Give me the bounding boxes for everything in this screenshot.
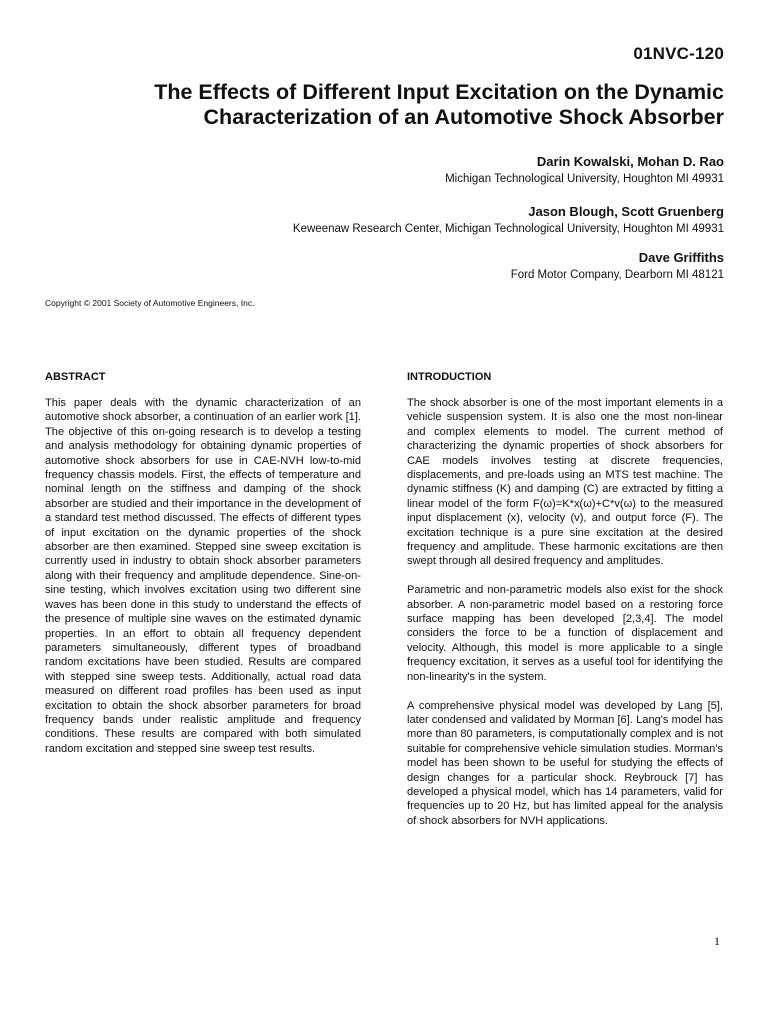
introduction-paragraph: A comprehensive physical model was developed by Lang [5], later condensed and validated by Morman [6]. Lang's model has more than 80 parameters, is computationally complex and is not suitable for comprehensive vehicle simulation studies. Morman's model has been shown to be useful for studying the effects of design changes for a particular shock. Reybrouck [7] has developed a physical model, which has 14 parameters, valid for frequencies up to 20 Hz, but has limited appeal for the analysis of shock absorbers for NVH applications.	[407, 699, 723, 827]
abstract-section	[45, 371, 361, 771]
affiliation-3	[511, 249, 724, 283]
affiliation-1	[445, 153, 724, 187]
copyright-notice: Copyright © 2001 Society of Automotive Engineers, Inc.	[45, 298, 255, 308]
page-number: 1	[714, 934, 720, 948]
organization: Ford Motor Company, Dearborn MI 48121	[510, 269, 724, 281]
abstract-paragraph: This paper deals with the dynamic characterization of an automotive shock absorber, a continuation of an earlier work [1]. The objective of this on-going research is to develop a testing and analysis methodology for obtaining dynamic properties of automotive shock absorbers for use in CAE-NVH low-to-mid frequency chassis models. First, the effects of temperature and nominal length on the stiffness and damping of the shock absorber are studied and their importance in the development of a standard test method discussed. The effects of different types of input excitation on the dynamic properties of the shock absorber are then examined. Stepped sine sweep excitation is currently used in industry to obtain shock absorber parameters along with their frequency and amplitude dependence. Sine-on-sine testing, which involves excitation using two different sine waves has been done in this study to understand the effects of the presence of multiple sine waves on the estimated dynamic properties. In an effort to obtain all frequency dependent parameters simultaneously, different types of broadband random excitations have been studied. Results are compared with stepped sine sweep tests. Additionally, actual road data measured on different road profiles has been used as input excitation to obtain the shock absorber parameters for broad frequency bands under realistic amplitude and frequency conditions. These results are compared with both simulated random excitation and stepped sine sweep test results.	[45, 397, 361, 755]
author-names: Jason Blough, Scott Gruenberg	[528, 204, 724, 219]
introduction-heading: INTRODUCTION	[407, 371, 492, 383]
paper-title	[64, 80, 724, 130]
abstract-heading: ABSTRACT	[45, 371, 106, 383]
author-names: Darin Kowalski, Mohan D. Rao	[536, 154, 724, 169]
introduction-section	[407, 371, 723, 843]
introduction-paragraph: Parametric and non-parametric models also exist for the shock absorber. A non-parametric model based on a restoring force surface mapping has been developed [2,3,4]. The model considers the force to be a function of displacement and velocity. Although, this model is more applicable to a single frequency excitation, it serves as a useful tool for identifying the non-linearity's in the system.	[407, 584, 723, 683]
title-line: Characterization of an Automotive Shock Absorber	[203, 105, 724, 129]
organization: Keweenaw Research Center, Michigan Technological University, Houghton MI 49931	[292, 223, 724, 235]
author-names: Dave Griffiths	[638, 250, 724, 265]
organization: Michigan Technological University, Houghton MI 49931	[445, 173, 724, 185]
title-line: The Effects of Different Input Excitation on the Dynamic	[154, 80, 724, 104]
introduction-paragraph: The shock absorber is one of the most important elements in a vehicle suspension system. It is also one the most non-linear and complex elements to model. The current method of characterizing the dynamic properties of shock absorbers for CAE models involves testing at discrete frequencies, displacements, and pre-loads using an MTS test machine. The dynamic stiffness (K) and damping (C) are extracted by fitting a linear model of the form F(ω)=K*x(ω)+C*v(ω) to the measured input displacement (x), velocity (v), and output force (F). The excitation technique is a pure sine excitation at the desired frequency and amplitude. These harmonic excitations are then swept through all desired frequency and amplitudes.	[407, 397, 723, 568]
affiliation-2	[293, 203, 724, 237]
paper-id: 01NVC-120	[633, 44, 724, 63]
